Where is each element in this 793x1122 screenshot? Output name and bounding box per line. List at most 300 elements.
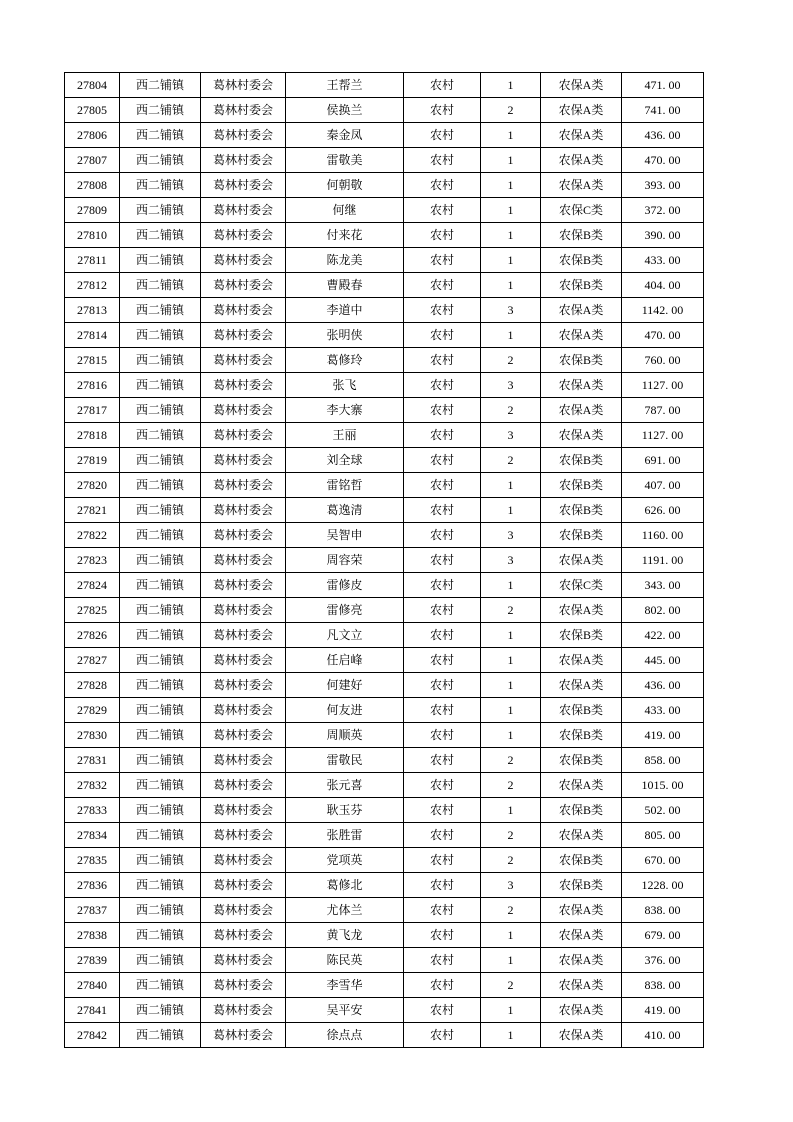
cell-person-count: 2 xyxy=(481,348,541,373)
table-row xyxy=(65,498,704,523)
cell-village-committee: 葛林村委会 xyxy=(201,773,286,798)
cell-insurance-category: 农保C类 xyxy=(541,573,622,598)
cell-town: 西二铺镇 xyxy=(120,573,201,598)
cell-insurance-category: 农保B类 xyxy=(541,848,622,873)
cell-person-name: 刘全球 xyxy=(286,448,404,473)
cell-person-name: 黄飞龙 xyxy=(286,923,404,948)
cell-town: 西二铺镇 xyxy=(120,673,201,698)
cell-serial-number: 27835 xyxy=(65,848,120,873)
cell-residence-type: 农村 xyxy=(404,773,481,798)
cell-town: 西二铺镇 xyxy=(120,173,201,198)
cell-amount: 436. 00 xyxy=(622,123,704,148)
cell-residence-type: 农村 xyxy=(404,898,481,923)
table-row xyxy=(65,648,704,673)
cell-serial-number: 27814 xyxy=(65,323,120,348)
cell-residence-type: 农村 xyxy=(404,323,481,348)
cell-village-committee: 葛林村委会 xyxy=(201,523,286,548)
cell-village-committee: 葛林村委会 xyxy=(201,373,286,398)
cell-person-count: 2 xyxy=(481,973,541,998)
cell-person-name: 葛修玲 xyxy=(286,348,404,373)
cell-village-committee: 葛林村委会 xyxy=(201,498,286,523)
cell-amount: 626. 00 xyxy=(622,498,704,523)
cell-person-count: 1 xyxy=(481,673,541,698)
cell-person-count: 1 xyxy=(481,473,541,498)
cell-amount: 410. 00 xyxy=(622,1023,704,1048)
cell-person-name: 徐点点 xyxy=(286,1023,404,1048)
cell-town: 西二铺镇 xyxy=(120,498,201,523)
cell-residence-type: 农村 xyxy=(404,198,481,223)
cell-serial-number: 27839 xyxy=(65,948,120,973)
cell-amount: 433. 00 xyxy=(622,248,704,273)
cell-insurance-category: 农保B类 xyxy=(541,748,622,773)
cell-person-name: 李道中 xyxy=(286,298,404,323)
cell-serial-number: 27811 xyxy=(65,248,120,273)
cell-insurance-category: 农保A类 xyxy=(541,923,622,948)
cell-person-count: 2 xyxy=(481,773,541,798)
cell-residence-type: 农村 xyxy=(404,873,481,898)
cell-town: 西二铺镇 xyxy=(120,73,201,98)
cell-village-committee: 葛林村委会 xyxy=(201,273,286,298)
table-row xyxy=(65,348,704,373)
cell-town: 西二铺镇 xyxy=(120,223,201,248)
cell-insurance-category: 农保B类 xyxy=(541,473,622,498)
cell-person-name: 吴平安 xyxy=(286,998,404,1023)
cell-amount: 407. 00 xyxy=(622,473,704,498)
cell-person-name: 张明侠 xyxy=(286,323,404,348)
cell-person-count: 3 xyxy=(481,373,541,398)
cell-amount: 419. 00 xyxy=(622,998,704,1023)
cell-village-committee: 葛林村委会 xyxy=(201,948,286,973)
cell-residence-type: 农村 xyxy=(404,673,481,698)
cell-residence-type: 农村 xyxy=(404,298,481,323)
cell-serial-number: 27807 xyxy=(65,148,120,173)
cell-person-name: 王丽 xyxy=(286,423,404,448)
cell-serial-number: 27824 xyxy=(65,573,120,598)
cell-serial-number: 27832 xyxy=(65,773,120,798)
cell-person-name: 凡文立 xyxy=(286,623,404,648)
cell-residence-type: 农村 xyxy=(404,448,481,473)
cell-serial-number: 27831 xyxy=(65,748,120,773)
cell-amount: 802. 00 xyxy=(622,598,704,623)
cell-town: 西二铺镇 xyxy=(120,298,201,323)
cell-amount: 1160. 00 xyxy=(622,523,704,548)
cell-village-committee: 葛林村委会 xyxy=(201,548,286,573)
cell-person-name: 葛逸清 xyxy=(286,498,404,523)
cell-insurance-category: 农保A类 xyxy=(541,998,622,1023)
table-row xyxy=(65,548,704,573)
table-row xyxy=(65,998,704,1023)
cell-person-name: 何朝敬 xyxy=(286,173,404,198)
cell-amount: 1015. 00 xyxy=(622,773,704,798)
cell-residence-type: 农村 xyxy=(404,523,481,548)
cell-person-count: 2 xyxy=(481,98,541,123)
cell-amount: 470. 00 xyxy=(622,323,704,348)
cell-amount: 691. 00 xyxy=(622,448,704,473)
cell-village-committee: 葛林村委会 xyxy=(201,298,286,323)
cell-residence-type: 农村 xyxy=(404,148,481,173)
cell-person-count: 1 xyxy=(481,698,541,723)
cell-village-committee: 葛林村委会 xyxy=(201,173,286,198)
cell-amount: 404. 00 xyxy=(622,273,704,298)
cell-amount: 433. 00 xyxy=(622,698,704,723)
cell-person-name: 王帮兰 xyxy=(286,73,404,98)
cell-village-committee: 葛林村委会 xyxy=(201,798,286,823)
cell-amount: 470. 00 xyxy=(622,148,704,173)
cell-amount: 343. 00 xyxy=(622,573,704,598)
cell-person-count: 2 xyxy=(481,898,541,923)
table-row xyxy=(65,823,704,848)
cell-village-committee: 葛林村委会 xyxy=(201,473,286,498)
cell-insurance-category: 农保B类 xyxy=(541,623,622,648)
cell-town: 西二铺镇 xyxy=(120,398,201,423)
cell-insurance-category: 农保A类 xyxy=(541,548,622,573)
cell-amount: 787. 00 xyxy=(622,398,704,423)
cell-residence-type: 农村 xyxy=(404,798,481,823)
cell-person-name: 曹殿春 xyxy=(286,273,404,298)
cell-residence-type: 农村 xyxy=(404,473,481,498)
cell-amount: 760. 00 xyxy=(622,348,704,373)
cell-person-count: 1 xyxy=(481,148,541,173)
cell-person-name: 党项英 xyxy=(286,848,404,873)
cell-residence-type: 农村 xyxy=(404,623,481,648)
cell-village-committee: 葛林村委会 xyxy=(201,848,286,873)
cell-town: 西二铺镇 xyxy=(120,198,201,223)
cell-amount: 741. 00 xyxy=(622,98,704,123)
cell-amount: 838. 00 xyxy=(622,898,704,923)
table-row xyxy=(65,448,704,473)
cell-insurance-category: 农保B类 xyxy=(541,348,622,373)
cell-residence-type: 农村 xyxy=(404,648,481,673)
cell-insurance-category: 农保A类 xyxy=(541,173,622,198)
cell-insurance-category: 农保B类 xyxy=(541,273,622,298)
table-body xyxy=(65,73,704,1048)
cell-serial-number: 27841 xyxy=(65,998,120,1023)
cell-amount: 679. 00 xyxy=(622,923,704,948)
cell-person-name: 何建好 xyxy=(286,673,404,698)
cell-town: 西二铺镇 xyxy=(120,448,201,473)
table-row xyxy=(65,398,704,423)
cell-residence-type: 农村 xyxy=(404,423,481,448)
cell-amount: 502. 00 xyxy=(622,798,704,823)
cell-serial-number: 27842 xyxy=(65,1023,120,1048)
cell-town: 西二铺镇 xyxy=(120,373,201,398)
cell-town: 西二铺镇 xyxy=(120,948,201,973)
cell-town: 西二铺镇 xyxy=(120,623,201,648)
cell-serial-number: 27822 xyxy=(65,523,120,548)
cell-village-committee: 葛林村委会 xyxy=(201,573,286,598)
cell-person-count: 1 xyxy=(481,648,541,673)
cell-person-count: 3 xyxy=(481,423,541,448)
cell-amount: 1228. 00 xyxy=(622,873,704,898)
table-row xyxy=(65,298,704,323)
cell-person-count: 1 xyxy=(481,73,541,98)
table-row xyxy=(65,573,704,598)
table-row xyxy=(65,873,704,898)
cell-insurance-category: 农保A类 xyxy=(541,1023,622,1048)
cell-person-count: 1 xyxy=(481,173,541,198)
cell-serial-number: 27805 xyxy=(65,98,120,123)
cell-town: 西二铺镇 xyxy=(120,723,201,748)
cell-village-committee: 葛林村委会 xyxy=(201,1023,286,1048)
cell-amount: 376. 00 xyxy=(622,948,704,973)
cell-residence-type: 农村 xyxy=(404,973,481,998)
cell-person-count: 1 xyxy=(481,623,541,648)
table-row xyxy=(65,923,704,948)
cell-serial-number: 27825 xyxy=(65,598,120,623)
cell-village-committee: 葛林村委会 xyxy=(201,648,286,673)
cell-insurance-category: 农保B类 xyxy=(541,498,622,523)
cell-village-committee: 葛林村委会 xyxy=(201,748,286,773)
cell-village-committee: 葛林村委会 xyxy=(201,248,286,273)
cell-person-name: 何友进 xyxy=(286,698,404,723)
cell-village-committee: 葛林村委会 xyxy=(201,898,286,923)
cell-town: 西二铺镇 xyxy=(120,698,201,723)
table-row xyxy=(65,773,704,798)
cell-insurance-category: 农保B类 xyxy=(541,798,622,823)
cell-insurance-category: 农保B类 xyxy=(541,523,622,548)
cell-serial-number: 27837 xyxy=(65,898,120,923)
cell-town: 西二铺镇 xyxy=(120,1023,201,1048)
cell-town: 西二铺镇 xyxy=(120,123,201,148)
cell-residence-type: 农村 xyxy=(404,598,481,623)
cell-village-committee: 葛林村委会 xyxy=(201,623,286,648)
table-row xyxy=(65,598,704,623)
cell-person-name: 雷敬民 xyxy=(286,748,404,773)
cell-insurance-category: 农保A类 xyxy=(541,773,622,798)
cell-village-committee: 葛林村委会 xyxy=(201,723,286,748)
cell-town: 西二铺镇 xyxy=(120,548,201,573)
cell-amount: 838. 00 xyxy=(622,973,704,998)
table-row xyxy=(65,373,704,398)
cell-residence-type: 农村 xyxy=(404,848,481,873)
cell-person-count: 2 xyxy=(481,398,541,423)
cell-residence-type: 农村 xyxy=(404,698,481,723)
cell-person-count: 3 xyxy=(481,523,541,548)
cell-residence-type: 农村 xyxy=(404,723,481,748)
table-row xyxy=(65,223,704,248)
table-row xyxy=(65,1023,704,1048)
cell-village-committee: 葛林村委会 xyxy=(201,223,286,248)
cell-town: 西二铺镇 xyxy=(120,523,201,548)
cell-amount: 805. 00 xyxy=(622,823,704,848)
cell-amount: 1191. 00 xyxy=(622,548,704,573)
cell-amount: 1127. 00 xyxy=(622,373,704,398)
cell-town: 西二铺镇 xyxy=(120,473,201,498)
cell-residence-type: 农村 xyxy=(404,823,481,848)
table-row xyxy=(65,173,704,198)
table-row xyxy=(65,973,704,998)
cell-residence-type: 农村 xyxy=(404,273,481,298)
cell-insurance-category: 农保A类 xyxy=(541,123,622,148)
cell-person-count: 1 xyxy=(481,948,541,973)
cell-insurance-category: 农保A类 xyxy=(541,948,622,973)
cell-person-name: 吴智申 xyxy=(286,523,404,548)
cell-person-count: 1 xyxy=(481,923,541,948)
cell-residence-type: 农村 xyxy=(404,948,481,973)
cell-residence-type: 农村 xyxy=(404,498,481,523)
cell-person-count: 1 xyxy=(481,223,541,248)
cell-person-count: 1 xyxy=(481,123,541,148)
cell-amount: 372. 00 xyxy=(622,198,704,223)
cell-village-committee: 葛林村委会 xyxy=(201,73,286,98)
cell-village-committee: 葛林村委会 xyxy=(201,98,286,123)
table-row xyxy=(65,848,704,873)
cell-serial-number: 27804 xyxy=(65,73,120,98)
cell-person-name: 侯换兰 xyxy=(286,98,404,123)
cell-person-count: 1 xyxy=(481,323,541,348)
cell-village-committee: 葛林村委会 xyxy=(201,698,286,723)
table-row xyxy=(65,323,704,348)
cell-insurance-category: 农保A类 xyxy=(541,673,622,698)
cell-serial-number: 27809 xyxy=(65,198,120,223)
cell-residence-type: 农村 xyxy=(404,73,481,98)
cell-amount: 436. 00 xyxy=(622,673,704,698)
cell-amount: 393. 00 xyxy=(622,173,704,198)
cell-amount: 670. 00 xyxy=(622,848,704,873)
cell-insurance-category: 农保A类 xyxy=(541,98,622,123)
data-table xyxy=(64,72,704,1048)
cell-amount: 471. 00 xyxy=(622,73,704,98)
cell-serial-number: 27827 xyxy=(65,648,120,673)
cell-serial-number: 27810 xyxy=(65,223,120,248)
cell-insurance-category: 农保C类 xyxy=(541,198,622,223)
cell-residence-type: 农村 xyxy=(404,173,481,198)
table-row xyxy=(65,748,704,773)
cell-person-count: 2 xyxy=(481,848,541,873)
cell-serial-number: 27840 xyxy=(65,973,120,998)
cell-person-count: 1 xyxy=(481,723,541,748)
cell-person-count: 1 xyxy=(481,248,541,273)
cell-serial-number: 27821 xyxy=(65,498,120,523)
cell-insurance-category: 农保A类 xyxy=(541,898,622,923)
cell-town: 西二铺镇 xyxy=(120,773,201,798)
cell-person-count: 1 xyxy=(481,498,541,523)
cell-insurance-category: 农保A类 xyxy=(541,423,622,448)
cell-serial-number: 27806 xyxy=(65,123,120,148)
cell-village-committee: 葛林村委会 xyxy=(201,323,286,348)
cell-town: 西二铺镇 xyxy=(120,423,201,448)
cell-town: 西二铺镇 xyxy=(120,323,201,348)
cell-residence-type: 农村 xyxy=(404,248,481,273)
cell-amount: 390. 00 xyxy=(622,223,704,248)
table-row xyxy=(65,248,704,273)
cell-village-committee: 葛林村委会 xyxy=(201,973,286,998)
cell-person-name: 雷修亮 xyxy=(286,598,404,623)
cell-person-name: 张胜雷 xyxy=(286,823,404,848)
table-row xyxy=(65,148,704,173)
cell-person-name: 张飞 xyxy=(286,373,404,398)
cell-serial-number: 27829 xyxy=(65,698,120,723)
cell-residence-type: 农村 xyxy=(404,548,481,573)
table-row xyxy=(65,948,704,973)
cell-serial-number: 27817 xyxy=(65,398,120,423)
cell-village-committee: 葛林村委会 xyxy=(201,348,286,373)
cell-village-committee: 葛林村委会 xyxy=(201,823,286,848)
cell-insurance-category: 农保A类 xyxy=(541,598,622,623)
cell-serial-number: 27808 xyxy=(65,173,120,198)
cell-village-committee: 葛林村委会 xyxy=(201,598,286,623)
cell-town: 西二铺镇 xyxy=(120,798,201,823)
table-row xyxy=(65,423,704,448)
cell-serial-number: 27812 xyxy=(65,273,120,298)
cell-serial-number: 27813 xyxy=(65,298,120,323)
table-row xyxy=(65,523,704,548)
table-row xyxy=(65,98,704,123)
cell-insurance-category: 农保A类 xyxy=(541,398,622,423)
cell-village-committee: 葛林村委会 xyxy=(201,448,286,473)
cell-person-count: 2 xyxy=(481,823,541,848)
cell-person-name: 雷修皮 xyxy=(286,573,404,598)
table-row xyxy=(65,73,704,98)
cell-person-count: 2 xyxy=(481,448,541,473)
cell-person-name: 陈民英 xyxy=(286,948,404,973)
table-row xyxy=(65,273,704,298)
cell-town: 西二铺镇 xyxy=(120,148,201,173)
cell-residence-type: 农村 xyxy=(404,348,481,373)
cell-town: 西二铺镇 xyxy=(120,873,201,898)
cell-insurance-category: 农保A类 xyxy=(541,373,622,398)
cell-person-count: 2 xyxy=(481,748,541,773)
table-row xyxy=(65,898,704,923)
cell-residence-type: 农村 xyxy=(404,398,481,423)
table-row xyxy=(65,723,704,748)
cell-amount: 1142. 00 xyxy=(622,298,704,323)
cell-town: 西二铺镇 xyxy=(120,823,201,848)
cell-town: 西二铺镇 xyxy=(120,848,201,873)
cell-residence-type: 农村 xyxy=(404,1023,481,1048)
cell-serial-number: 27816 xyxy=(65,373,120,398)
cell-town: 西二铺镇 xyxy=(120,998,201,1023)
cell-residence-type: 农村 xyxy=(404,98,481,123)
cell-insurance-category: 农保B类 xyxy=(541,723,622,748)
cell-residence-type: 农村 xyxy=(404,123,481,148)
cell-town: 西二铺镇 xyxy=(120,973,201,998)
cell-person-name: 耿玉芬 xyxy=(286,798,404,823)
cell-serial-number: 27838 xyxy=(65,923,120,948)
cell-village-committee: 葛林村委会 xyxy=(201,148,286,173)
cell-village-committee: 葛林村委会 xyxy=(201,923,286,948)
cell-town: 西二铺镇 xyxy=(120,898,201,923)
cell-insurance-category: 农保A类 xyxy=(541,823,622,848)
cell-person-count: 3 xyxy=(481,548,541,573)
cell-insurance-category: 农保B类 xyxy=(541,873,622,898)
cell-serial-number: 27836 xyxy=(65,873,120,898)
cell-person-name: 任启峰 xyxy=(286,648,404,673)
cell-village-committee: 葛林村委会 xyxy=(201,198,286,223)
cell-amount: 1127. 00 xyxy=(622,423,704,448)
cell-town: 西二铺镇 xyxy=(120,598,201,623)
cell-serial-number: 27833 xyxy=(65,798,120,823)
cell-amount: 858. 00 xyxy=(622,748,704,773)
cell-village-committee: 葛林村委会 xyxy=(201,873,286,898)
cell-serial-number: 27830 xyxy=(65,723,120,748)
cell-person-count: 1 xyxy=(481,798,541,823)
table-row xyxy=(65,798,704,823)
cell-serial-number: 27828 xyxy=(65,673,120,698)
cell-amount: 422. 00 xyxy=(622,623,704,648)
cell-serial-number: 27826 xyxy=(65,623,120,648)
cell-serial-number: 27823 xyxy=(65,548,120,573)
cell-town: 西二铺镇 xyxy=(120,923,201,948)
cell-town: 西二铺镇 xyxy=(120,748,201,773)
cell-person-name: 雷敬美 xyxy=(286,148,404,173)
cell-town: 西二铺镇 xyxy=(120,98,201,123)
cell-person-name: 张元喜 xyxy=(286,773,404,798)
cell-insurance-category: 农保A类 xyxy=(541,73,622,98)
cell-serial-number: 27819 xyxy=(65,448,120,473)
cell-person-name: 周容荣 xyxy=(286,548,404,573)
cell-person-count: 1 xyxy=(481,573,541,598)
